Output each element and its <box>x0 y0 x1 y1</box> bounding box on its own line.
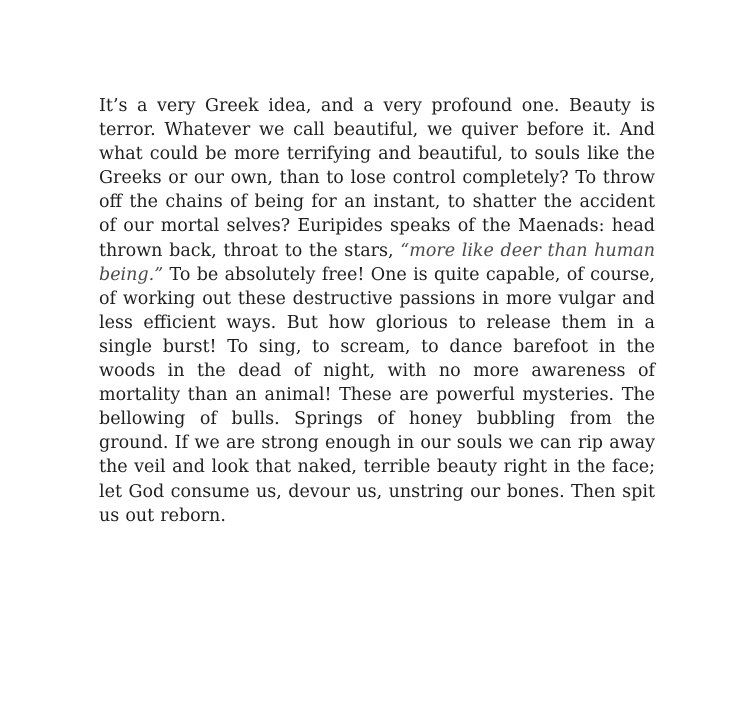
text-before-quote: It’s a very Greek idea, and a very profound one. Beauty is terror. Whatever we call beautiful, we quiver before it. And what could be more terrifying and beautiful, to souls like the Greeks or our own, than to lose control completely? To throw off the chains of being for an instant, to shatter the accident of our mortal selves? Euripides speaks of the Maenads: head thrown back, throat to the stars, <box>99 96 655 261</box>
body-paragraph <box>99 94 655 528</box>
italic-quotation: “more like deer than human being.” <box>99 240 655 285</box>
text-after-quote: To be absolutely free! One is quite capable, of course, of working out these destructive passions in more vulgar and less efficient ways. But how glorious to release them in a single burst! To sing, to scream, to dance barefoot in the woods in the dead of night, with no more awareness of mortality than an animal! These are powerful mysteries. The bellowing of bulls. Springs of honey bubbling from the ground. If we are strong enough in our souls we can rip away the veil and look that naked, terrible beauty right in the face; let God consume us, devour us, unstring our bones. Then spit us out reborn. <box>99 264 655 526</box>
